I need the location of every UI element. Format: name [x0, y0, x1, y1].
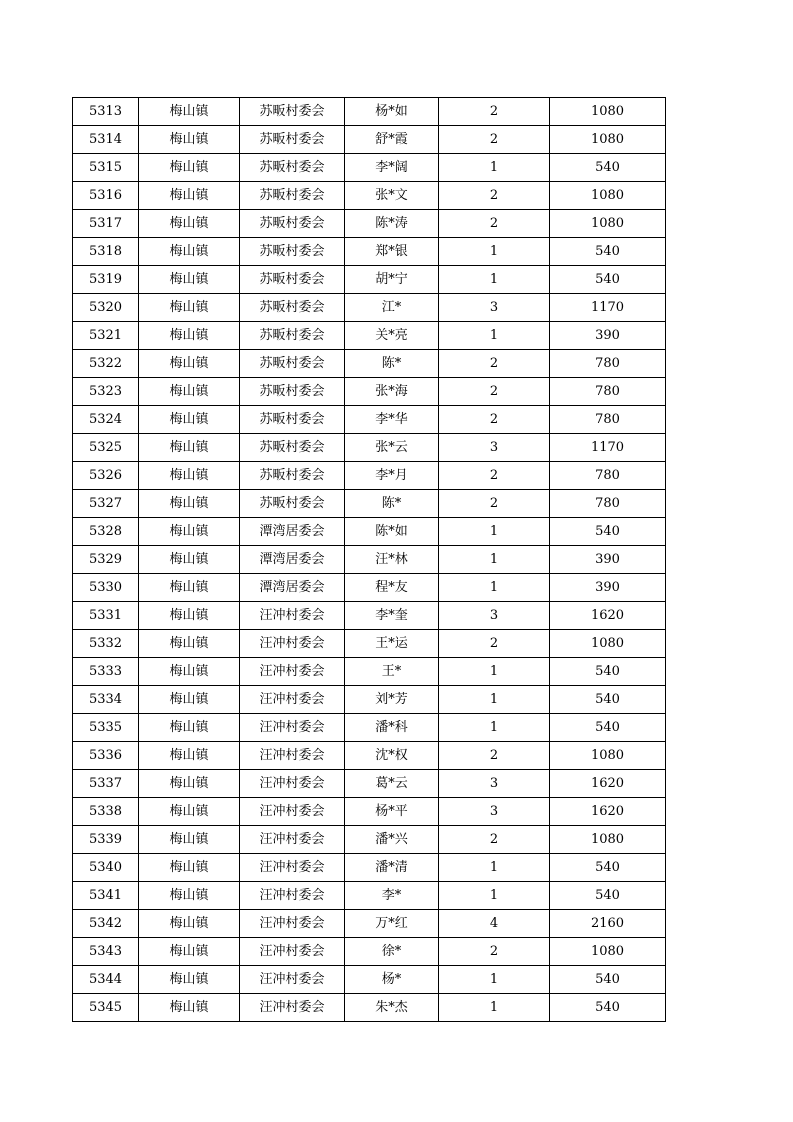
- table-row: [73, 266, 666, 294]
- person-name-cell: 陈*: [345, 490, 439, 518]
- table-row: [73, 938, 666, 966]
- household-count-cell: 1: [439, 546, 550, 574]
- row-number-cell: 5315: [73, 154, 139, 182]
- town-cell: 梅山镇: [139, 462, 240, 490]
- row-number-cell: 5337: [73, 770, 139, 798]
- town-cell: 梅山镇: [139, 686, 240, 714]
- table-row: [73, 238, 666, 266]
- row-number-cell: 5318: [73, 238, 139, 266]
- village-committee-cell: 汪冲村委会: [240, 686, 345, 714]
- row-number-cell: 5343: [73, 938, 139, 966]
- row-number-cell: 5341: [73, 882, 139, 910]
- village-committee-cell: 苏畈村委会: [240, 406, 345, 434]
- row-number-cell: 5338: [73, 798, 139, 826]
- table-row: [73, 98, 666, 126]
- household-count-cell: 2: [439, 350, 550, 378]
- household-count-cell: 1: [439, 966, 550, 994]
- table-row: [73, 182, 666, 210]
- table-row: [73, 770, 666, 798]
- household-count-cell: 1: [439, 658, 550, 686]
- village-committee-cell: 汪冲村委会: [240, 798, 345, 826]
- town-cell: 梅山镇: [139, 238, 240, 266]
- village-committee-cell: 汪冲村委会: [240, 714, 345, 742]
- village-committee-cell: 苏畈村委会: [240, 350, 345, 378]
- amount-cell: 390: [550, 322, 666, 350]
- town-cell: 梅山镇: [139, 994, 240, 1022]
- town-cell: 梅山镇: [139, 266, 240, 294]
- village-committee-cell: 汪冲村委会: [240, 826, 345, 854]
- table-row: [73, 406, 666, 434]
- row-number-cell: 5320: [73, 294, 139, 322]
- town-cell: 梅山镇: [139, 378, 240, 406]
- row-number-cell: 5345: [73, 994, 139, 1022]
- row-number-cell: 5335: [73, 714, 139, 742]
- town-cell: 梅山镇: [139, 322, 240, 350]
- table-row: [73, 714, 666, 742]
- amount-cell: 1620: [550, 770, 666, 798]
- amount-cell: 780: [550, 350, 666, 378]
- row-number-cell: 5336: [73, 742, 139, 770]
- row-number-cell: 5332: [73, 630, 139, 658]
- row-number-cell: 5344: [73, 966, 139, 994]
- person-name-cell: 李*月: [345, 462, 439, 490]
- amount-cell: 1080: [550, 826, 666, 854]
- household-count-cell: 3: [439, 434, 550, 462]
- person-name-cell: 关*亮: [345, 322, 439, 350]
- person-name-cell: 万*红: [345, 910, 439, 938]
- village-committee-cell: 苏畈村委会: [240, 126, 345, 154]
- table-row: [73, 686, 666, 714]
- village-committee-cell: 汪冲村委会: [240, 938, 345, 966]
- village-committee-cell: 苏畈村委会: [240, 378, 345, 406]
- amount-cell: 540: [550, 854, 666, 882]
- village-committee-cell: 苏畈村委会: [240, 462, 345, 490]
- table-row: [73, 966, 666, 994]
- table-row: [73, 574, 666, 602]
- town-cell: 梅山镇: [139, 294, 240, 322]
- town-cell: 梅山镇: [139, 742, 240, 770]
- town-cell: 梅山镇: [139, 490, 240, 518]
- roster-table-body: [73, 98, 666, 1022]
- person-name-cell: 杨*平: [345, 798, 439, 826]
- person-name-cell: 陈*如: [345, 518, 439, 546]
- amount-cell: 780: [550, 378, 666, 406]
- person-name-cell: 汪*林: [345, 546, 439, 574]
- town-cell: 梅山镇: [139, 854, 240, 882]
- person-name-cell: 陈*: [345, 350, 439, 378]
- household-count-cell: 2: [439, 938, 550, 966]
- town-cell: 梅山镇: [139, 882, 240, 910]
- town-cell: 梅山镇: [139, 826, 240, 854]
- table-row: [73, 294, 666, 322]
- person-name-cell: 程*友: [345, 574, 439, 602]
- town-cell: 梅山镇: [139, 966, 240, 994]
- household-count-cell: 1: [439, 518, 550, 546]
- town-cell: 梅山镇: [139, 714, 240, 742]
- amount-cell: 390: [550, 574, 666, 602]
- table-row: [73, 630, 666, 658]
- row-number-cell: 5323: [73, 378, 139, 406]
- amount-cell: 1080: [550, 98, 666, 126]
- household-count-cell: 4: [439, 910, 550, 938]
- household-count-cell: 1: [439, 686, 550, 714]
- amount-cell: 540: [550, 882, 666, 910]
- household-count-cell: 2: [439, 182, 550, 210]
- table-row: [73, 994, 666, 1022]
- town-cell: 梅山镇: [139, 798, 240, 826]
- person-name-cell: 张*文: [345, 182, 439, 210]
- row-number-cell: 5314: [73, 126, 139, 154]
- village-committee-cell: 苏畈村委会: [240, 98, 345, 126]
- person-name-cell: 朱*杰: [345, 994, 439, 1022]
- row-number-cell: 5324: [73, 406, 139, 434]
- table-row: [73, 350, 666, 378]
- row-number-cell: 5342: [73, 910, 139, 938]
- village-committee-cell: 汪冲村委会: [240, 882, 345, 910]
- town-cell: 梅山镇: [139, 574, 240, 602]
- person-name-cell: 李*华: [345, 406, 439, 434]
- household-count-cell: 1: [439, 154, 550, 182]
- table-row: [73, 546, 666, 574]
- person-name-cell: 刘*芳: [345, 686, 439, 714]
- household-count-cell: 2: [439, 210, 550, 238]
- village-committee-cell: 苏畈村委会: [240, 210, 345, 238]
- person-name-cell: 王*: [345, 658, 439, 686]
- household-count-cell: 1: [439, 854, 550, 882]
- amount-cell: 540: [550, 658, 666, 686]
- table-row: [73, 798, 666, 826]
- table-row: [73, 378, 666, 406]
- person-name-cell: 潘*清: [345, 854, 439, 882]
- person-name-cell: 张*云: [345, 434, 439, 462]
- village-committee-cell: 汪冲村委会: [240, 742, 345, 770]
- row-number-cell: 5339: [73, 826, 139, 854]
- town-cell: 梅山镇: [139, 658, 240, 686]
- row-number-cell: 5317: [73, 210, 139, 238]
- town-cell: 梅山镇: [139, 434, 240, 462]
- town-cell: 梅山镇: [139, 154, 240, 182]
- household-count-cell: 2: [439, 406, 550, 434]
- person-name-cell: 李*阔: [345, 154, 439, 182]
- village-committee-cell: 潭湾居委会: [240, 546, 345, 574]
- amount-cell: 1170: [550, 294, 666, 322]
- amount-cell: 540: [550, 966, 666, 994]
- amount-cell: 540: [550, 154, 666, 182]
- row-number-cell: 5316: [73, 182, 139, 210]
- person-name-cell: 潘*兴: [345, 826, 439, 854]
- household-count-cell: 2: [439, 98, 550, 126]
- row-number-cell: 5325: [73, 434, 139, 462]
- row-number-cell: 5319: [73, 266, 139, 294]
- row-number-cell: 5334: [73, 686, 139, 714]
- village-committee-cell: 苏畈村委会: [240, 266, 345, 294]
- person-name-cell: 胡*宁: [345, 266, 439, 294]
- town-cell: 梅山镇: [139, 182, 240, 210]
- town-cell: 梅山镇: [139, 126, 240, 154]
- person-name-cell: 潘*科: [345, 714, 439, 742]
- town-cell: 梅山镇: [139, 350, 240, 378]
- row-number-cell: 5331: [73, 602, 139, 630]
- table-row: [73, 322, 666, 350]
- village-committee-cell: 苏畈村委会: [240, 294, 345, 322]
- household-count-cell: 1: [439, 882, 550, 910]
- amount-cell: 540: [550, 238, 666, 266]
- person-name-cell: 张*海: [345, 378, 439, 406]
- amount-cell: 1080: [550, 182, 666, 210]
- household-count-cell: 2: [439, 462, 550, 490]
- village-committee-cell: 苏畈村委会: [240, 154, 345, 182]
- town-cell: 梅山镇: [139, 630, 240, 658]
- village-committee-cell: 苏畈村委会: [240, 238, 345, 266]
- household-count-cell: 2: [439, 378, 550, 406]
- table-row: [73, 854, 666, 882]
- village-committee-cell: 苏畈村委会: [240, 434, 345, 462]
- amount-cell: 1080: [550, 126, 666, 154]
- amount-cell: 540: [550, 714, 666, 742]
- town-cell: 梅山镇: [139, 910, 240, 938]
- person-name-cell: 杨*如: [345, 98, 439, 126]
- table-row: [73, 742, 666, 770]
- household-count-cell: 1: [439, 238, 550, 266]
- amount-cell: 2160: [550, 910, 666, 938]
- household-count-cell: 1: [439, 266, 550, 294]
- table-row: [73, 490, 666, 518]
- amount-cell: 390: [550, 546, 666, 574]
- village-committee-cell: 汪冲村委会: [240, 966, 345, 994]
- amount-cell: 1080: [550, 938, 666, 966]
- row-number-cell: 5333: [73, 658, 139, 686]
- person-name-cell: 杨*: [345, 966, 439, 994]
- town-cell: 梅山镇: [139, 938, 240, 966]
- village-committee-cell: 苏畈村委会: [240, 322, 345, 350]
- row-number-cell: 5330: [73, 574, 139, 602]
- household-count-cell: 3: [439, 294, 550, 322]
- town-cell: 梅山镇: [139, 770, 240, 798]
- town-cell: 梅山镇: [139, 518, 240, 546]
- table-row: [73, 434, 666, 462]
- town-cell: 梅山镇: [139, 210, 240, 238]
- table-row: [73, 602, 666, 630]
- household-count-cell: 3: [439, 798, 550, 826]
- person-name-cell: 江*: [345, 294, 439, 322]
- village-committee-cell: 苏畈村委会: [240, 182, 345, 210]
- town-cell: 梅山镇: [139, 98, 240, 126]
- town-cell: 梅山镇: [139, 546, 240, 574]
- table-row: [73, 462, 666, 490]
- household-count-cell: 3: [439, 770, 550, 798]
- household-count-cell: 1: [439, 994, 550, 1022]
- village-committee-cell: 潭湾居委会: [240, 574, 345, 602]
- town-cell: 梅山镇: [139, 602, 240, 630]
- row-number-cell: 5321: [73, 322, 139, 350]
- household-count-cell: 2: [439, 826, 550, 854]
- household-count-cell: 2: [439, 126, 550, 154]
- amount-cell: 540: [550, 518, 666, 546]
- village-committee-cell: 潭湾居委会: [240, 518, 345, 546]
- table-row: [73, 826, 666, 854]
- amount-cell: 540: [550, 686, 666, 714]
- village-committee-cell: 苏畈村委会: [240, 490, 345, 518]
- village-committee-cell: 汪冲村委会: [240, 854, 345, 882]
- village-committee-cell: 汪冲村委会: [240, 630, 345, 658]
- amount-cell: 1620: [550, 798, 666, 826]
- person-name-cell: 舒*霞: [345, 126, 439, 154]
- village-committee-cell: 汪冲村委会: [240, 602, 345, 630]
- village-committee-cell: 汪冲村委会: [240, 910, 345, 938]
- person-name-cell: 葛*云: [345, 770, 439, 798]
- row-number-cell: 5322: [73, 350, 139, 378]
- row-number-cell: 5328: [73, 518, 139, 546]
- amount-cell: 780: [550, 490, 666, 518]
- table-row: [73, 910, 666, 938]
- town-cell: 梅山镇: [139, 406, 240, 434]
- amount-cell: 1620: [550, 602, 666, 630]
- row-number-cell: 5327: [73, 490, 139, 518]
- table-row: [73, 210, 666, 238]
- person-name-cell: 沈*权: [345, 742, 439, 770]
- household-count-cell: 1: [439, 574, 550, 602]
- table-row: [73, 154, 666, 182]
- amount-cell: 540: [550, 994, 666, 1022]
- village-committee-cell: 汪冲村委会: [240, 770, 345, 798]
- amount-cell: 780: [550, 462, 666, 490]
- amount-cell: 1080: [550, 210, 666, 238]
- household-count-cell: 1: [439, 322, 550, 350]
- person-name-cell: 李*奎: [345, 602, 439, 630]
- table-row: [73, 658, 666, 686]
- table-row: [73, 518, 666, 546]
- table-row: [73, 126, 666, 154]
- amount-cell: 1170: [550, 434, 666, 462]
- village-committee-cell: 汪冲村委会: [240, 658, 345, 686]
- amount-cell: 540: [550, 266, 666, 294]
- row-number-cell: 5326: [73, 462, 139, 490]
- person-name-cell: 王*运: [345, 630, 439, 658]
- person-name-cell: 郑*银: [345, 238, 439, 266]
- row-number-cell: 5329: [73, 546, 139, 574]
- village-committee-cell: 汪冲村委会: [240, 994, 345, 1022]
- table-row: [73, 882, 666, 910]
- household-count-cell: 2: [439, 742, 550, 770]
- person-name-cell: 李*: [345, 882, 439, 910]
- household-count-cell: 2: [439, 490, 550, 518]
- person-name-cell: 陈*涛: [345, 210, 439, 238]
- amount-cell: 1080: [550, 742, 666, 770]
- amount-cell: 1080: [550, 630, 666, 658]
- amount-cell: 780: [550, 406, 666, 434]
- row-number-cell: 5313: [73, 98, 139, 126]
- row-number-cell: 5340: [73, 854, 139, 882]
- roster-table: [72, 97, 666, 1022]
- household-count-cell: 3: [439, 602, 550, 630]
- person-name-cell: 徐*: [345, 938, 439, 966]
- household-count-cell: 1: [439, 714, 550, 742]
- household-count-cell: 2: [439, 630, 550, 658]
